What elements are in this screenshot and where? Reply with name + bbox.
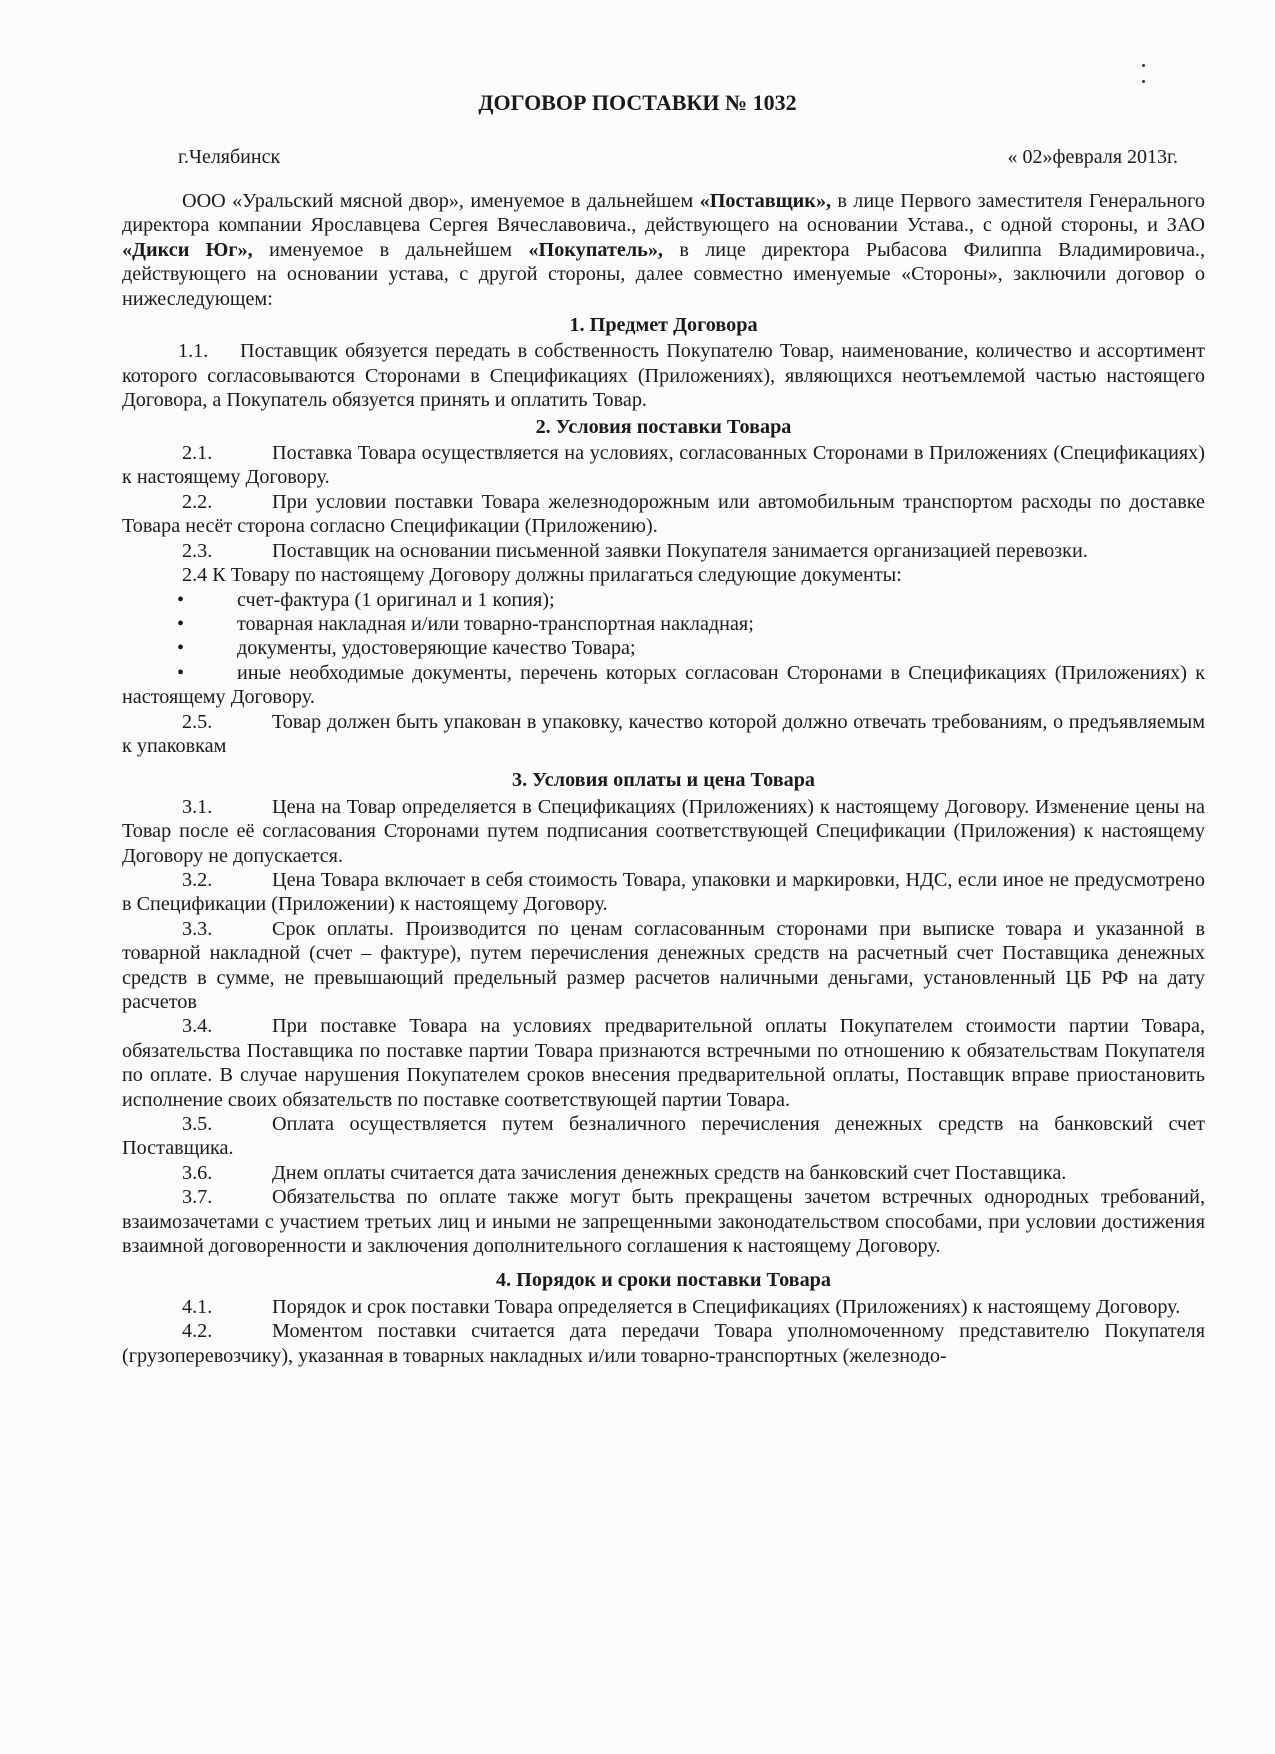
clause: 3.6. Днем оплаты считается дата зачисления денежных средств на банковский счет Поставщика. [182,1161,1067,1184]
list-item: • документы, удостоверяющие качество Товара; [177,637,636,660]
scan-speck [1142,80,1145,83]
supplier-term: «Поставщик», [699,190,832,212]
buyer-org: «Дикси Юг», [122,238,253,261]
buyer-term: «Покупатель», [528,238,663,261]
list-item: • иные необходимые документы, перечень которых согласован Сторонами в Спецификациях (Приложениях) к настоящему Договору. [122,661,1205,709]
clause: 4.1. Порядок и срок поставки Товара определяется в Спецификациях (Приложениях) к настоящему Договору. [182,1295,1181,1318]
section-heading: 4. Порядок и сроки поставки Товара [495,1269,831,1292]
clause: 3.7. Обязательства по оплате также могут быть прекращены зачетом встречных однородных требований, взаимозачетами с участием третьих лиц и иными не запрещенными законодательством способами, при условии достижения взаимной договоренности и заключения дополнительного соглашения к настоящему Договору. [122,1186,1205,1258]
clause: 2.4 К Товару по настоящему Договору должны прилагаться следующие документы: [182,564,902,587]
city: г.Челябинск [178,146,281,168]
section-heading: 3. Условия оплаты и цена Товара [511,769,816,792]
preamble: ООО «Уральский мясной двор», именуемое в дальнейшем «Поставщик», в лице Первого заместителя Генерального директора компании Ярославцева Сергея Вячеславовича., действующего на основании Устава., с одной стороны, и ЗАО «Дикси Юг», именуемое в дальнейшем «Покупатель», в лице директора Рыбасова Филиппа Владимировича., действующего на основании устава, с другой стороны, далее совместно именуемые «Стороны», заключили договор о нижеследующем: [122,190,1206,310]
contract-date: « 02»февраля 2013г. [1007,146,1178,168]
section-heading: 2. Условия поставки Товара [535,415,792,438]
bullet-icon: • [177,661,185,684]
bullet-icon: • [177,588,185,611]
clause: 3.1. Цена на Товар определяется в Спецификациях (Приложениях) к настоящему Договору. Изменение цены на Товар после её согласования Сторонами путем подписания соответствующей Спецификации (Приложения) к настоящему Договору не допускается. [122,795,1205,867]
clause: 1.1. Поставщик обязуется передать в собственность Покупателю Товар, наименование, количество и ассортимент которого согласовываются Сторонами в Спецификациях (Приложениях), являющихся неотъемлемой частью настоящего Договора, а Покупатель обязуется принять и оплатить Товар. [122,340,1205,412]
place-date-line [178,146,1178,169]
list-item: • счет-фактура (1 оригинал и 1 копия); [177,588,555,611]
list-item: • товарная накладная и/или товарно-транспортная накладная; [177,612,754,635]
bullet-icon: • [177,637,185,660]
clause: 2.3. Поставщик на основании письменной заявки Покупателя занимается организацией перевозки. [182,539,1088,562]
contract-body [122,189,1205,1368]
bullet-icon: • [177,612,185,635]
section-heading: 1. Предмет Договора [569,314,758,337]
clause: 3.4. При поставке Товара на условиях предварительной оплаты Покупателем стоимости партии Товара, обязательства Поставщика по поставке партии Товара признаются встречными по отношению к обязательствам Покупателя по оплате. В случае нарушения Покупателем сроков внесения предварительной оплаты, Поставщик вправе приостановить исполнение своих обязательств по поставке соответствующей партии Товара. [122,1015,1205,1111]
scan-speck [1142,64,1145,67]
clause: 2.1. Поставка Товара осуществляется на условиях, согласованных Сторонами в Приложениях (Спецификациях) к настоящему Договору. [122,442,1205,489]
clause: 2.2. При условии поставки Товара железнодорожным или автомобильным транспортом расходы по доставке Товара несёт сторона согласно Спецификации (Приложению). [122,490,1205,538]
clause: 2.5. Товар должен быть упакован в упаковку, качество которой должно отвечать требованиям, о предъявляемым к упаковкам [122,710,1205,757]
clause: 4.2. Моментом поставки считается дата передачи Товара уполномоченному представителю Покупателя (грузоперевозчику), указанная в товарных накладных и/или товарно-транспортных (железнодо- [122,1320,1205,1367]
document-title: ДОГОВОР ПОСТАВКИ № 1032 [478,90,797,115]
clause: 3.3. Срок оплаты. Производится по ценам согласованным сторонами при выписке товара и указанной в товарной накладной (счет – фактуре), путем перечисления денежных средств на расчетный счет Поставщика денежных средств в сумме, не превышающий предельный размер расчетов наличными деньгами, установленный ЦБ РФ на дату расчетов [122,917,1205,1013]
clause: 3.5. Оплата осуществляется путем безналичного перечисления денежных средств на банковский счет Поставщика. [122,1113,1205,1160]
clause: 3.2. Цена Товара включает в себя стоимость Товара, упаковки и маркировки, НДС, если иное не предусмотрено в Спецификации (Приложении) к настоящему Договору. [122,868,1205,916]
